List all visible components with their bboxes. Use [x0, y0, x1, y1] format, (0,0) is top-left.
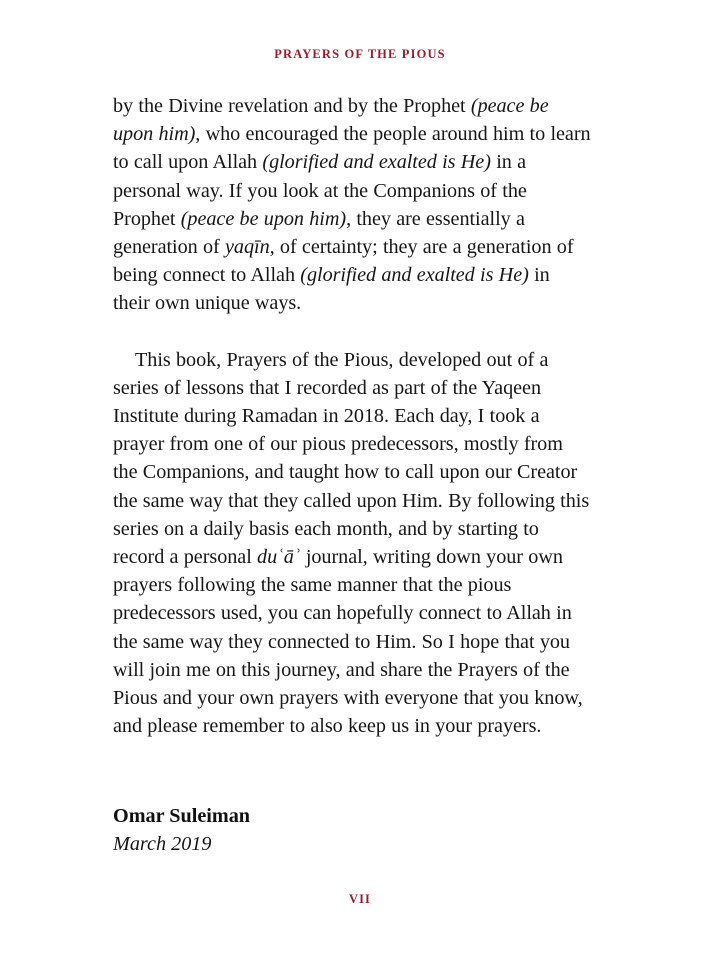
italic-run: (glorified and exalted is He) [300, 264, 529, 287]
text-run: , who encouraged the people around him to learn to call upon Allah [113, 123, 591, 174]
text-run: by the Divine revelation and by the Prophet [113, 95, 471, 117]
body-text-block [113, 92, 591, 740]
text-run: This book, Prayers of the Pious, developed out of a series of lessons that I recorded as part of the Yaqeen Institute during Ramadan in 2018. Each day, I took a prayer from one of our pious predecessors, mostly from the Companions, and taught how to call upon our Creator the same way that they called upon Him. By following this series on a daily basis each month, and by starting to record a personal [113, 348, 590, 569]
text-run: journal, writing down your own prayers following the same manner that the pious predecessors used, you can hopefully connect to Allah in the same way they connected to Him. So I hope that you will join me on this journey, and share the Prayers of the Pious and your own prayers with everyone that you know, and please remember to also keep us in your prayers. [113, 546, 583, 738]
page-number: VII [348, 892, 372, 906]
text-run: of certainty; they are a generation of being connect to Allah [113, 236, 574, 287]
italic-run: yaqīn, [225, 236, 275, 259]
running-head: PRAYERS OF THE PIOUS [274, 47, 446, 61]
text-run: in a personal way. If you look at the Companions of the Prophet [113, 151, 527, 230]
italic-run: duʿāʾ [257, 546, 301, 569]
italic-run: (glorified and exalted is He) [262, 151, 491, 174]
signature-block [113, 802, 591, 858]
italic-run: (peace be upon him) [113, 95, 549, 146]
author-name: Omar Suleiman [113, 805, 251, 827]
italic-run: (peace be upon him) [180, 207, 347, 230]
signature-date: March 2019 [113, 833, 212, 855]
paragraph-book [113, 346, 591, 741]
paragraph-continued [113, 92, 591, 318]
text-run: , they are essentially a generation of [113, 207, 525, 259]
text-run: in their own unique ways. [113, 264, 550, 315]
